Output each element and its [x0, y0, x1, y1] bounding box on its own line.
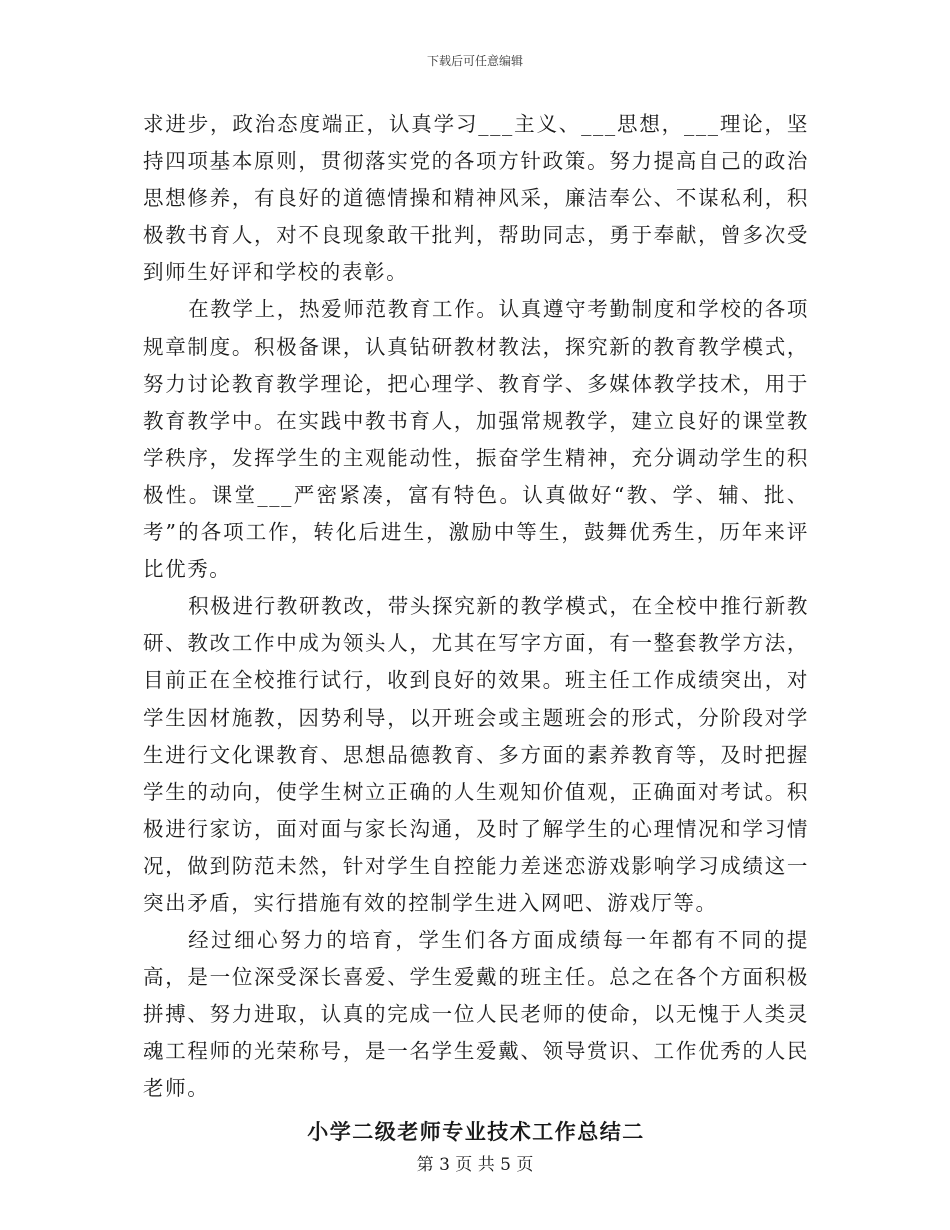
paragraph-4: 经过细心努力的培育，学生们各方面成绩每一年都有不同的提高，是一位深受深长喜爱、学生爱戴的班主任。总之在各个方面积极拼搏、努力进取，认真的完成一位人民老师的使命，以无愧于人类灵魂工程师的光荣称号，是一名学生爱戴、领导赏识、工作优秀的人民老师。: [143, 928, 809, 1101]
page-number: 第 3 页 共 5 页: [416, 1155, 534, 1175]
document-body: [143, 106, 809, 1152]
section-title: 小学二级老师专业技术工作总结二: [307, 1118, 645, 1144]
paragraph-3: 积极进行教研教改，带头探究新的教学模式，在全校中推行新教研、教改工作中成为领头人，尤其在写字方面，有一整套教学方法，目前正在全校推行试行，收到良好的效果。班主任工作成绩突出，对学生因材施教，因势利导，以开班会或主题班会的形式，分阶段对学生进行文化课教育、思想品德教育、多方面的素养教育等，及时把握学生的动向，使学生树立正确的人生观知价值观，正确面对考试。积极进行家访，面对面与家长沟通，及时了解学生的心理情况和学习情况，做到防范未然，针对学生自控能力差迷恋游戏影响学习成绩这一突出矛盾，实行措施有效的控制学生进入网吧、游戏厅等。: [143, 594, 809, 915]
page-header: 下载后可任意编辑: [426, 54, 523, 68]
paragraph-1: 求进步，政治态度端正，认真学习___主义、___思想，___理论，坚持四项基本原则，贯彻落实党的各项方针政策。努力提高自己的政治思想修养，有良好的道德情操和精神风采，廉洁奉公、不谋私利，积极教书育人，对不良现象敢干批判，帮助同志，勇于奉献，曾多次受到师生好评和学校的表彰。: [143, 112, 809, 285]
paragraph-2: 在教学上，热爱师范教育工作。认真遵守考勤制度和学校的各项规章制度。积极备课，认真钻研教材教法，探究新的教育教学模式，努力讨论教育教学理论，把心理学、教育学、多媒体教学技术，用于教育教学中。在实践中教书育人，加强常规教学，建立良好的课堂教学秩序，发挥学生的主观能动性，振奋学生精神，充分调动学生的积极性。课堂___严密紧凑，富有特色。认真做好“教、学、辅、批、考”的各项工作，转化后进生，激励中等生，鼓舞优秀生，历年来评比优秀。: [143, 297, 809, 582]
